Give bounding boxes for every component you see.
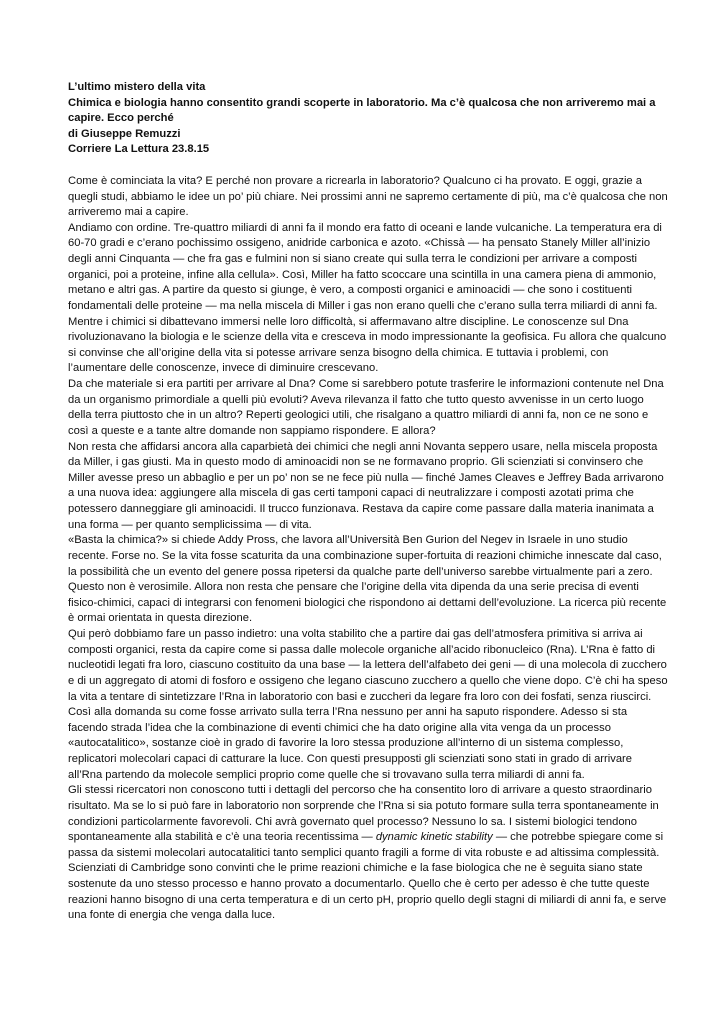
italic-term: dynamic kinetic stability	[375, 831, 493, 844]
article-author: di Giuseppe Remuzzi	[68, 127, 181, 140]
paragraph: Non resta che affidarsi ancora alla caparbietà dei chimici che negli anni Novanta seppero usare, nella miscela proposta da Miller, i gas giusti. Ma in questo modo di aminoacidi non se ne formavano proprio. Gli scienziati si convinsero che Miller avesse preso un abbaglio e per un po’ non se ne fece più nulla — finché James Cleaves e Jeffrey Bada arrivarono a una nuova idea: aggiungere alla miscela di gas certi tamponi capaci di neutralizzare i composti azotati prima che potessero danneggiare gli aminoacidi. Il trucco funzionava. Restava da capire come passare dalla materia inanimata a una forma — per quanto semplicissima — di vita.	[68, 440, 664, 531]
paragraph: Qui però dobbiamo fare un passo indietro: una volta stabilito che a partire dai gas dell’atmosfera primitiva si arriva ai composti organici, resta da capire come si passa dalle molecole organiche all’acido ribonucleico (Rna). L’Rna è fatto di nucleotidi legati fra loro, ciascuno costituito da una base — la lettera dell’alfabeto dei geni — di una molecola di zucchero e di un aggregato di atomi di fosforo e ossigeno che legano ciascuno zucchero a quello che viene dopo. C’è chi ha speso la vita a tentare di sintetizzare l’Rna in laboratorio con basi e zuccheri da legare fra loro con dei fosfati, senza riuscirci.	[68, 628, 668, 703]
paragraph: Andiamo con ordine. Tre-quattro miliardi di anni fa il mondo era fatto di oceani e lande vulcaniche. La temperatura era di 60-70 gradi e c’erano pochissimo ossigeno, anidride carbonica e azoto. «Chissà — ha pensato Stanely Miller all’inizio degli anni Cinquanta — che fra gas e fulmini non si siano create qui sulla terra le condizioni per arrivare a composti organici, poi a proteine, infine alla cellula». Così, Miller ha fatto scoccare una scintilla in una camera piena di ammonio, metano e altri gas. A partire da questo si giunge, è vero, a composti organici e aminoacidi — che sono i costituenti fondamentali delle proteine — ma nella miscela di Miller i gas non erano quelli che c’erano sulla terra miliardi di anni fa.	[68, 221, 662, 312]
document-page	[68, 80, 668, 924]
paragraph: Scienziati di Cambridge sono convinti che le prime reazioni chimiche e la fase biologica che ne è seguita siano state sostenute da uno stesso processo e hanno provato a documentarlo. Quello che è certo per adesso è che tutte queste reazioni hanno bisogno di una certa temperatura e di un certo pH, proprio quello degli stagni di miliardi di anni fa, e serve una fonte di energia che venga dalla luce.	[68, 862, 667, 922]
article-title: L’ultimo mistero della vita	[68, 81, 206, 93]
paragraph: Così alla domanda su come fosse arrivato sulla terra l’Rna nessuno per anni ha saputo rispondere. Adesso si sta facendo strada l’idea che la combinazione di eventi chimici che ha dato origine alla vita venga da un processo «autocatalitico», sostanze cioè in grado di favorire la loro stessa produzione all’interno di un sistema complesso, replicatori molecolari capaci di catturare la luce. Con questi presupposti gli scienziati sono stati in grado di arrivare all’Rna partendo da molecole semplici proprio come quelle che si trovavano sulla terra miliardi di anni fa.	[68, 706, 633, 781]
header-spacer	[68, 158, 668, 174]
paragraph-text: — che potrebbe spiegare come si passa da sistemi molecolari autocatalitici tanto semplici quanto fragili a forme di vita robuste e ad altissima complessità.	[68, 831, 664, 859]
paragraph: «Basta la chimica?» si chiede Addy Pross, che lavora all’Università Ben Gurion del Negev in Israele in uno studio recente. Forse no. Se la vita fosse scaturita da una combinazione super-fortuita di reazioni chimiche innescate dal caso, la possibilità che un evento del genere possa ripetersi da qualche parte dell’universo sarebbe virtualmente pari a zero.	[68, 534, 662, 578]
paragraph	[68, 783, 668, 861]
article-header	[68, 80, 668, 158]
paragraph-text: Gli stessi ricercatori non conoscono tutti i dettagli del percorso che ha consentito loro di arrivare a questo straordinario risultato. Ma se lo si può fare in laboratorio non sorprende che l’Rna si sia potuto formare sulla terra spontaneamente in condizioni particolarmente favorevoli. Chi avrà governato quel processo? Nessuno lo sa. I sistemi biologici tendono spontaneamente alla stabilità e c’è una teoria recentissima —	[68, 784, 659, 844]
article-body	[68, 174, 668, 924]
paragraph: Questo non è verosimile. Allora non resta che pensare che l’origine della vita dipenda da una serie precisa di eventi fisico-chimici, capaci di integrarsi con fenomeni biologici che rispondono ai dettami dell’evoluzione. La ricerca più recente è ormai orientata in questa direzione.	[68, 581, 667, 625]
paragraph: Mentre i chimici si dibattevano immersi nelle loro difficoltà, si affermavano altre discipline. Le conoscenze sul Dna rivoluzionavano la biologia e le scienze della vita e cresceva in modo impressionante la geofisica. Fu allora che qualcuno si convinse che all’origine della vita si potesse arrivare senza bisogno della chimica. E tuttavia i problemi, con l’aumentare delle conoscenze, invece di diminuire crescevano.	[68, 315, 667, 375]
paragraph: Da che materiale si era partiti per arrivare al Dna? Come si sarebbero potute trasferire le informazioni contenute nel Dna da un organismo primordiale a quelli più evoluti? Aveva rilevanza il fatto che tutto questo avvenisse in un certo luogo della terra piuttosto che in un altro? Reperti geologici utili, che risalgano a quattro miliardi di anni fa, non ce ne sono e così a queste e a tante altre domande non sappiamo rispondere. E allora?	[68, 378, 664, 437]
article-subtitle: Chimica e biologia hanno consentito grandi scoperte in laboratorio. Ma c’è qualcosa che non arriveremo mai a capire. Ecco perché	[68, 96, 656, 125]
article-source: Corriere La Lettura 23.8.15	[68, 143, 210, 156]
paragraph: Come è cominciata la vita? E perché non provare a ricrearla in laboratorio? Qualcuno ci ha provato. E oggi, grazie a quegli studi, abbiamo le idee un po’ più chiare. Nei prossimi anni ne sapremo certamente di più, ma c’è qualcosa che non arriveremo mai a capire.	[68, 174, 668, 219]
